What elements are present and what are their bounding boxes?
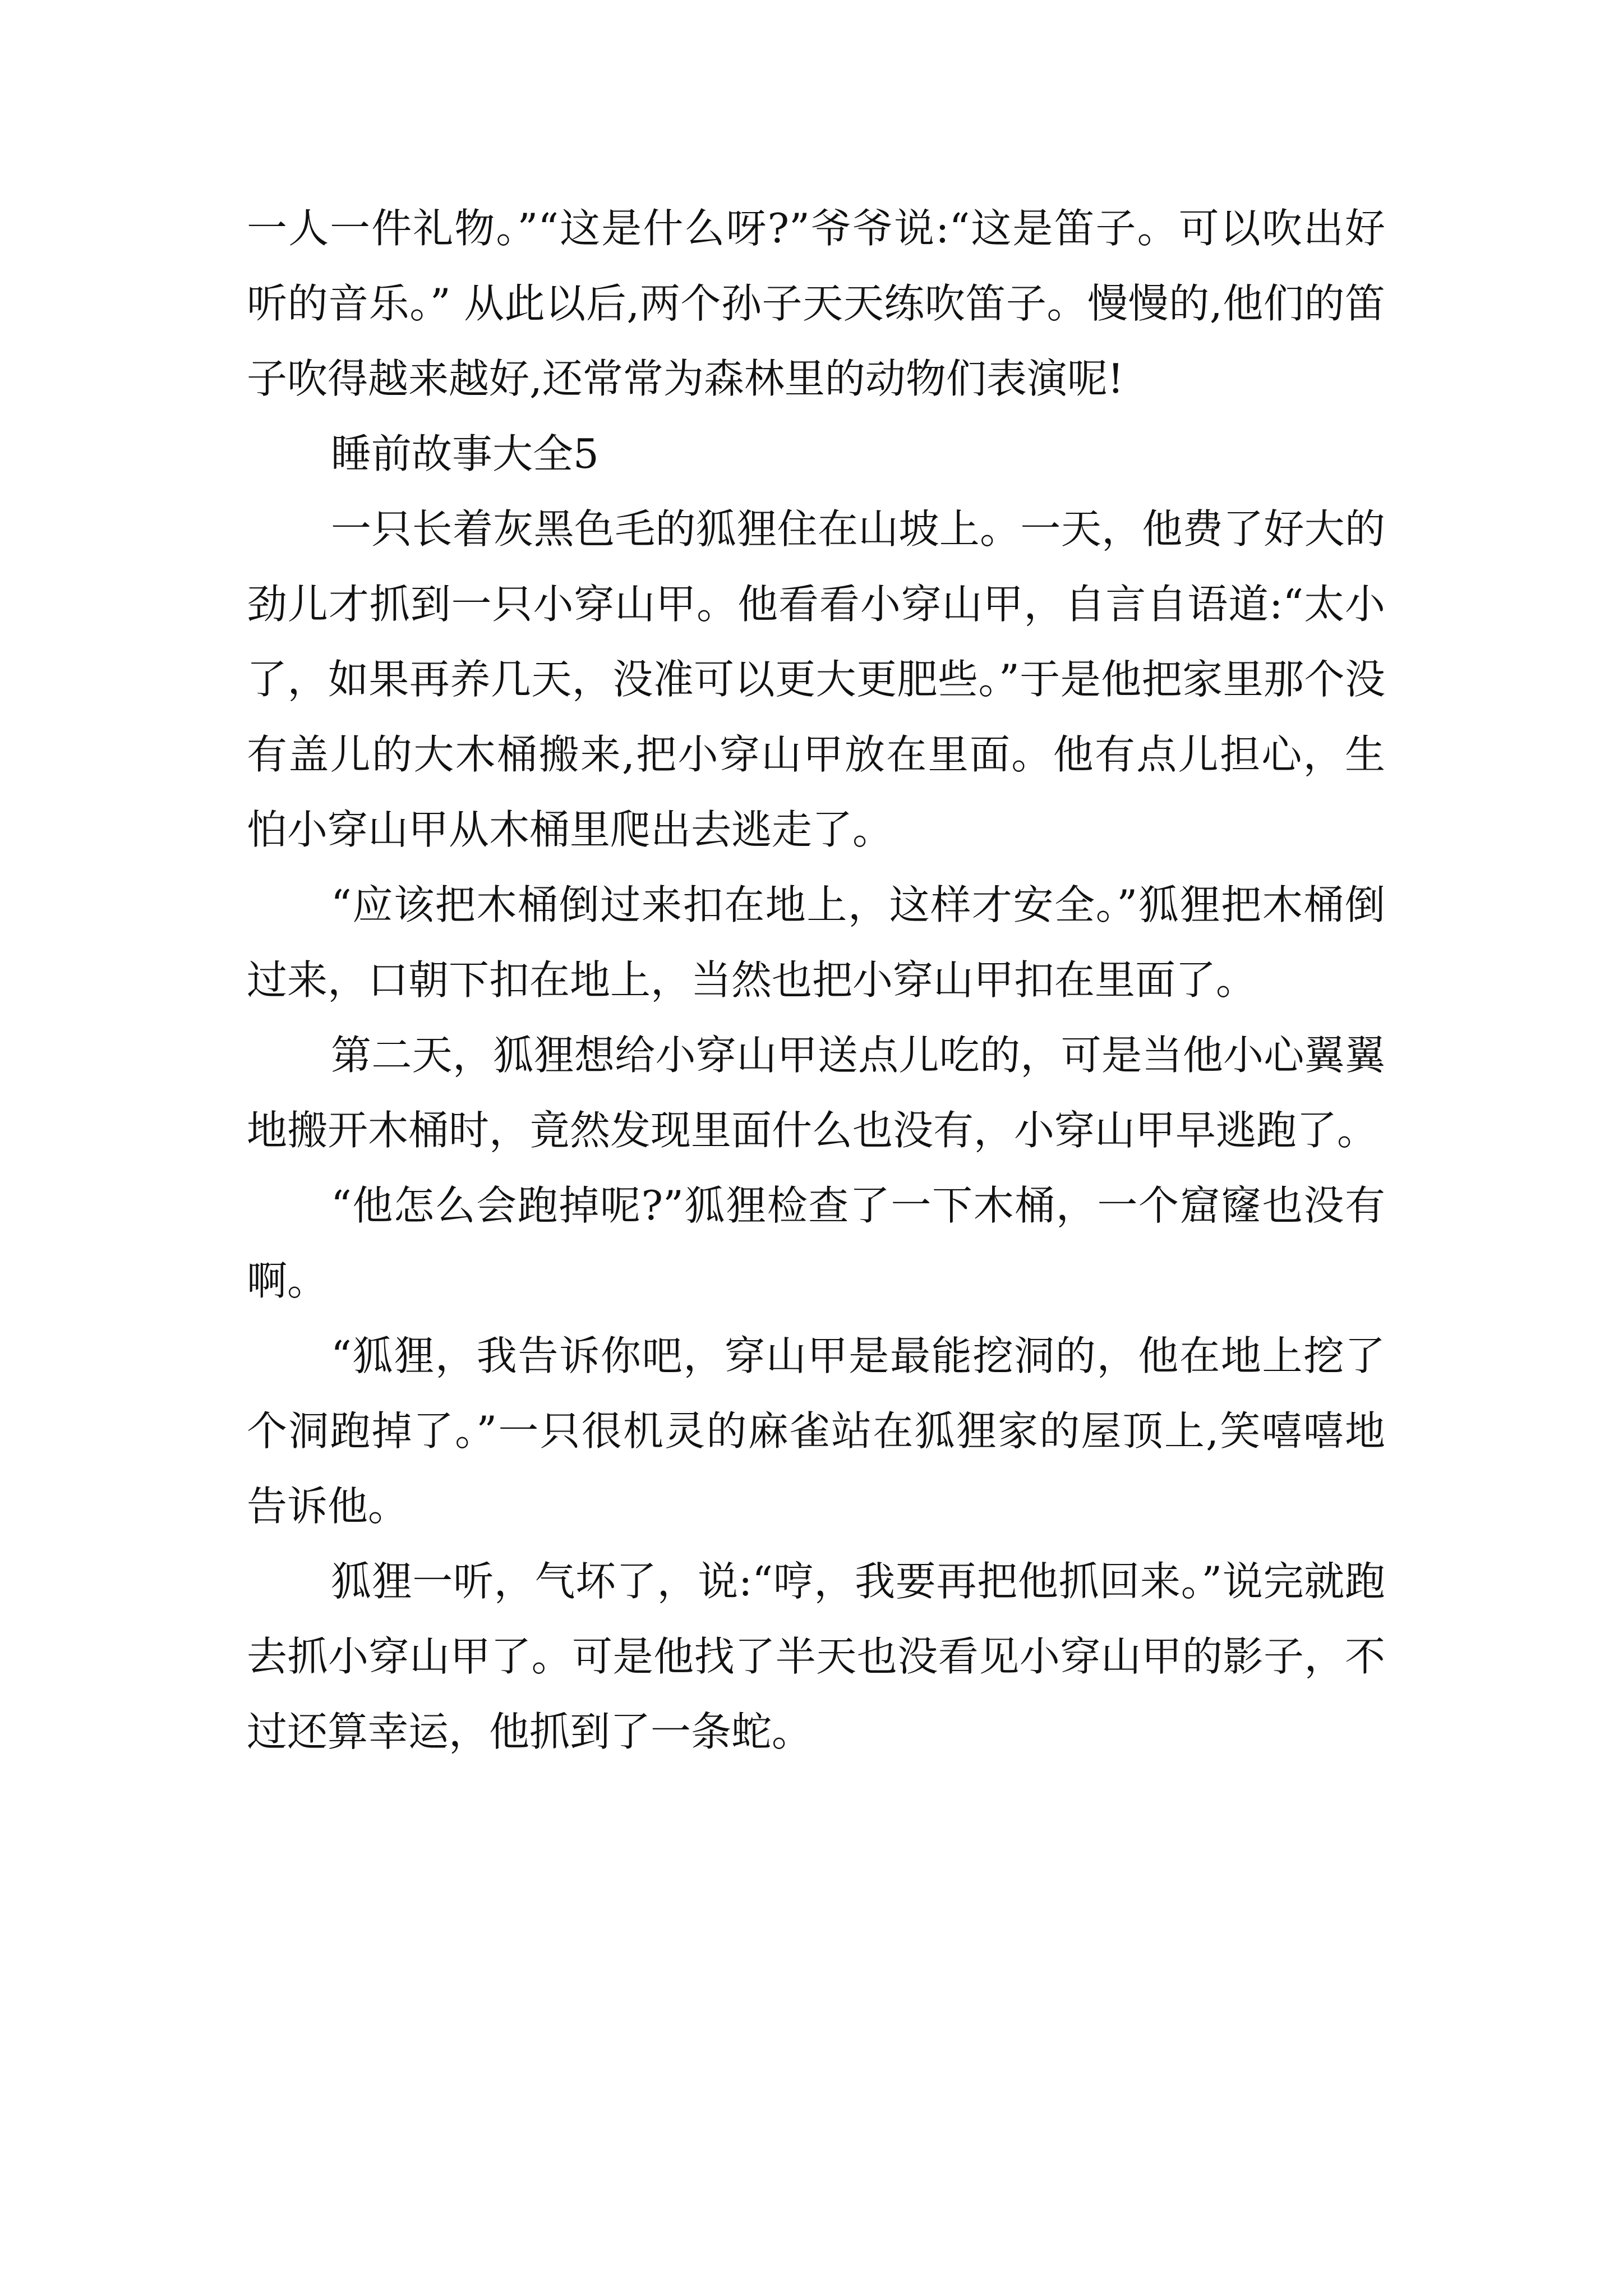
story-paragraph-5: “狐狸，我告诉你吧，穿山甲是最能挖洞的，他在地上挖了个洞跑掉了。”一只很机灵的麻雀站在狐狸家的屋顶上,笑嘻嘻地告诉他。 — [247, 1332, 1385, 1530]
story-paragraph-1: 一只长着灰黑色毛的狐狸住在山坡上。一天，他费了好大的劲儿才抓到一只小穿山甲。他看看小穿山甲，自言自语道:“太小了，如果再养几天，没准可以更大更肥些。”于是他把家里那个没有盖儿的大木桶搬来,把小穿山甲放在里面。他有点儿担心，生怕小穿山甲从木桶里爬出去逃走了。 — [247, 505, 1385, 853]
paragraph-continued: 一人一件礼物。”“这是什么呀?”爷爷说:“这是笛子。可以吹出好听的音乐。” 从此以后,两个孙子天天练吹笛子。慢慢的,他们的笛子吹得越来越好,还常常为森林里的动物们表演呢! — [247, 205, 1385, 402]
section-title: 睡前故事大全5 — [331, 430, 599, 477]
document-body — [247, 191, 1385, 1769]
story-paragraph-6: 狐狸一听，气坏了，说:“哼，我要再把他抓回来。”说完就跑去抓小穿山甲了。可是他找了半天也没看见小穿山甲的影子，不过还算幸运，他抓到了一条蛇。 — [247, 1558, 1385, 1755]
story-paragraph-2: “应该把木桶倒过来扣在地上，这样才安全。”狐狸把木桶倒过来，口朝下扣在地上，当然也把小穿山甲扣在里面了。 — [247, 881, 1385, 1004]
story-paragraph-3: 第二天，狐狸想给小穿山甲送点儿吃的，可是当他小心翼翼地搬开木桶时，竟然发现里面什么也没有，小穿山甲早逃跑了。 — [247, 1032, 1385, 1154]
story-paragraph-4: “他怎么会跑掉呢?”狐狸检查了一下木桶，一个窟窿也没有啊。 — [247, 1182, 1385, 1304]
